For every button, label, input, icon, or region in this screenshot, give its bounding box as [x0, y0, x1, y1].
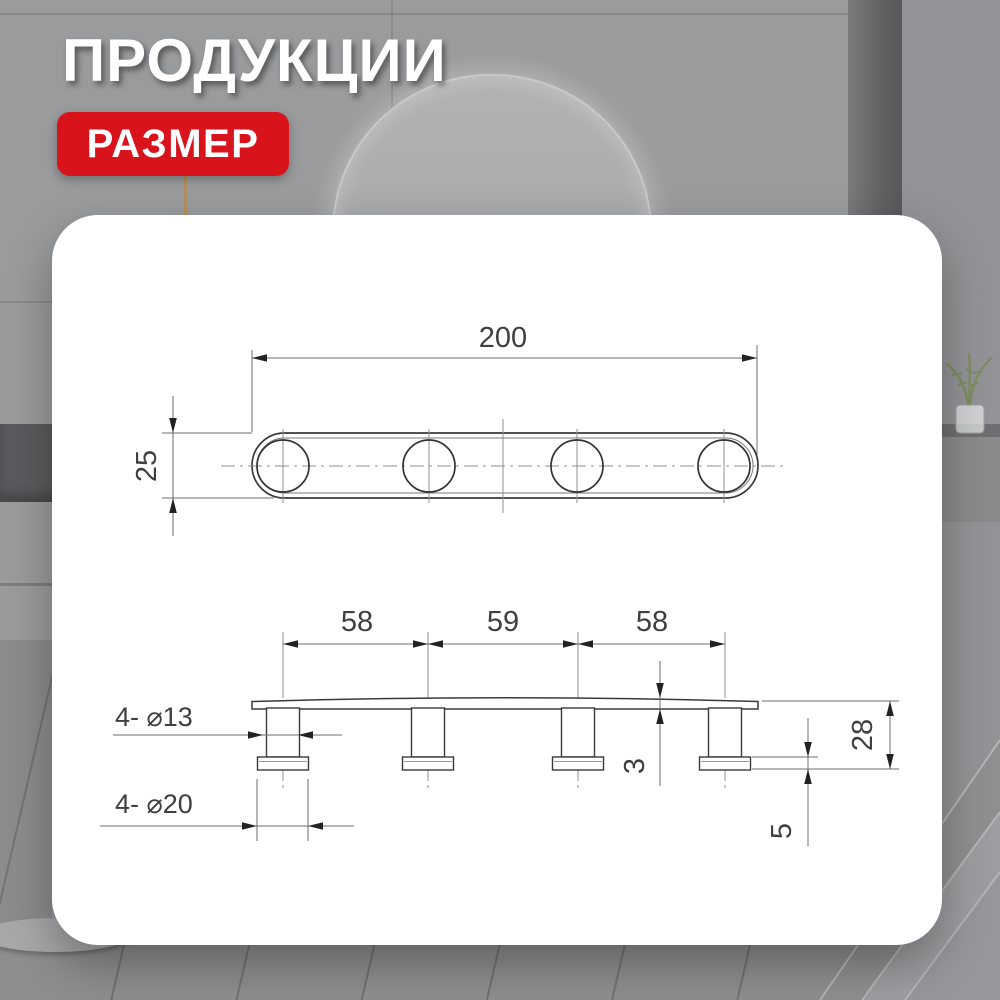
arrowhead — [656, 683, 664, 698]
arrowhead — [413, 640, 428, 648]
arrowhead — [248, 731, 263, 739]
arrowhead — [742, 354, 757, 362]
hook-post — [562, 708, 595, 757]
arrowhead — [169, 498, 177, 513]
arrowhead — [242, 822, 257, 830]
base-diameter-label: 4- ⌀20 — [115, 789, 193, 819]
hook-post — [412, 708, 445, 757]
mount-plate — [252, 698, 758, 709]
hook-base — [258, 757, 309, 770]
dim-spacing-1: 58 — [340, 606, 374, 638]
arrowhead — [308, 822, 323, 830]
arrowhead — [563, 640, 578, 648]
hook-base — [553, 757, 604, 770]
dim-length-label: 200 — [478, 322, 528, 354]
top-view — [131, 322, 786, 536]
arrowhead — [804, 742, 812, 757]
dim-spacing-3: 58 — [635, 606, 669, 638]
arrowhead — [169, 418, 177, 433]
hook-base — [700, 757, 751, 770]
hook-post — [267, 708, 300, 757]
dim-width-label: 25 — [131, 449, 163, 483]
products-title: ПРОДУКЦИИ — [62, 27, 447, 94]
arrowhead — [886, 701, 894, 716]
hook-base — [403, 757, 454, 770]
side-view — [100, 606, 899, 846]
hook-post — [709, 708, 742, 757]
arrowhead — [804, 769, 812, 784]
arrowhead — [656, 709, 664, 724]
hole-diameter-label: 4- ⌀13 — [115, 702, 193, 732]
dim-spacing-2: 59 — [486, 606, 520, 638]
arrowhead — [886, 754, 894, 769]
arrowhead — [578, 640, 593, 648]
arrowhead — [428, 640, 443, 648]
plate-thickness-label: 3 — [619, 757, 651, 775]
arrowhead — [252, 354, 267, 362]
arrowhead — [298, 731, 313, 739]
arrowhead — [710, 640, 725, 648]
size-badge-label: РАЗМЕР — [86, 121, 260, 166]
arrowhead — [283, 640, 298, 648]
base-height-label: 5 — [766, 822, 798, 840]
total-height-label: 28 — [847, 718, 879, 752]
